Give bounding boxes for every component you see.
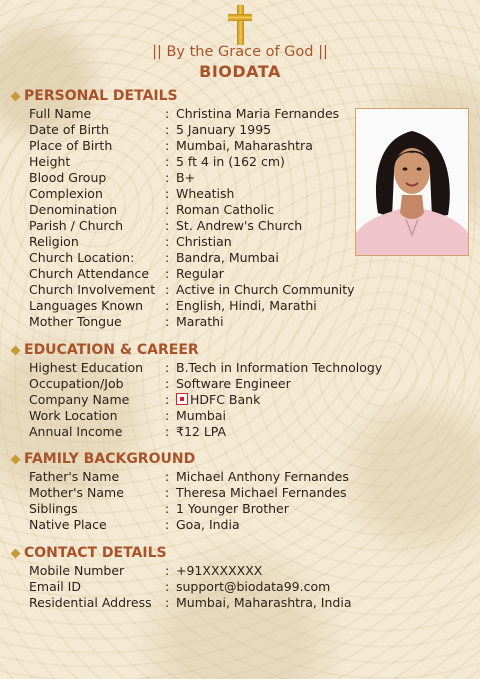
row-value: Goa, India	[176, 517, 240, 532]
row-colon: :	[165, 314, 170, 329]
row-colon: :	[165, 485, 170, 500]
diamond-bullet-icon	[11, 91, 21, 101]
row-value: Michael Anthony Fernandes	[176, 469, 349, 484]
family-background-heading: FAMILY BACKGROUND	[12, 451, 195, 467]
row-value: B+	[176, 170, 196, 185]
row-colon: :	[165, 218, 170, 233]
row-value: Bandra, Mumbai	[176, 250, 279, 265]
row-value: 5 ft 4 in (162 cm)	[176, 154, 285, 169]
row-colon: :	[165, 517, 170, 532]
row-colon: :	[165, 234, 170, 249]
profile-photo	[355, 108, 469, 256]
row-colon: :	[165, 595, 170, 610]
row-colon: :	[165, 186, 170, 201]
row-label: Blood Group	[29, 170, 107, 185]
row-label: Denomination	[29, 202, 118, 217]
row-value: Christian	[176, 234, 232, 249]
personal-details-heading: PERSONAL DETAILS	[12, 88, 178, 104]
row-value: 1 Younger Brother	[176, 501, 289, 516]
row-label: Church Location:	[29, 250, 135, 265]
row-colon: :	[165, 266, 170, 281]
row-value: 5 January 1995	[176, 122, 272, 137]
row-label: Company Name	[29, 392, 130, 407]
row-label: Siblings	[29, 501, 78, 516]
row-value: St. Andrew's Church	[176, 218, 303, 233]
row-value: English, Hindi, Marathi	[176, 298, 317, 313]
row-label: Height	[29, 154, 71, 169]
row-colon: :	[165, 563, 170, 578]
page-title: BIODATA	[199, 62, 281, 81]
row-value	[176, 392, 260, 407]
row-colon: :	[165, 106, 170, 121]
diamond-bullet-icon	[11, 345, 21, 355]
row-value: Marathi	[176, 314, 224, 329]
row-value: Mumbai	[176, 408, 226, 423]
diamond-bullet-icon	[11, 454, 21, 464]
row-label: Parish / Church	[29, 218, 124, 233]
row-label: Father's Name	[29, 469, 120, 484]
row-colon: :	[165, 122, 170, 137]
row-colon: :	[165, 579, 170, 594]
row-value: Active in Church Community	[176, 282, 355, 297]
row-label: Religion	[29, 234, 79, 249]
education-career-heading: EDUCATION & CAREER	[12, 342, 199, 358]
row-value: Wheatish	[176, 186, 235, 201]
invocation-text: || By the Grace of God ||	[152, 44, 328, 60]
row-label: Native Place	[29, 517, 107, 532]
row-value: Mumbai, Maharashtra, India	[176, 595, 352, 610]
row-value: ₹12 LPA	[176, 424, 227, 439]
row-value: +91XXXXXXX	[176, 563, 263, 578]
company-name-text: HDFC Bank	[190, 392, 261, 407]
row-colon: :	[165, 392, 170, 407]
row-label: Full Name	[29, 106, 92, 121]
row-colon: :	[165, 202, 170, 217]
row-label: Mother's Name	[29, 485, 124, 500]
cross-icon	[228, 5, 252, 45]
row-label: Mother Tongue	[29, 314, 122, 329]
row-value: Roman Catholic	[176, 202, 275, 217]
row-colon: :	[165, 282, 170, 297]
row-label: Church Attendance	[29, 266, 150, 281]
row-colon: :	[165, 170, 170, 185]
row-label: Annual Income	[29, 424, 123, 439]
row-value: Regular	[176, 266, 224, 281]
row-colon: :	[165, 360, 170, 375]
row-value: Theresa Michael Fernandes	[176, 485, 347, 500]
row-label: Residential Address	[29, 595, 152, 610]
row-colon: :	[165, 501, 170, 516]
row-colon: :	[165, 408, 170, 423]
contact-details-heading: CONTACT DETAILS	[12, 545, 167, 561]
row-value: B.Tech in Information Technology	[176, 360, 383, 375]
row-colon: :	[165, 298, 170, 313]
row-value: Christina Maria Fernandes	[176, 106, 340, 121]
row-value: support@biodata99.com	[176, 579, 331, 594]
row-label: Date of Birth	[29, 122, 109, 137]
row-label: Languages Known	[29, 298, 144, 313]
row-colon: :	[165, 469, 170, 484]
row-value: Software Engineer	[176, 376, 291, 391]
row-label: Highest Education	[29, 360, 144, 375]
row-label: Place of Birth	[29, 138, 113, 153]
row-label: Church Involvement	[29, 282, 156, 297]
row-label: Work Location	[29, 408, 118, 423]
diamond-bullet-icon	[11, 548, 21, 558]
row-label: Occupation/Job	[29, 376, 124, 391]
row-label: Complexion	[29, 186, 103, 201]
row-colon: :	[165, 424, 170, 439]
row-colon: :	[165, 138, 170, 153]
row-value: Mumbai, Maharashtra	[176, 138, 313, 153]
row-colon: :	[165, 154, 170, 169]
row-colon: :	[165, 250, 170, 265]
hdfc-logo-icon	[176, 393, 188, 405]
row-label: Email ID	[29, 579, 81, 594]
row-label: Mobile Number	[29, 563, 125, 578]
row-colon: :	[165, 376, 170, 391]
portrait-illustration	[356, 109, 468, 255]
